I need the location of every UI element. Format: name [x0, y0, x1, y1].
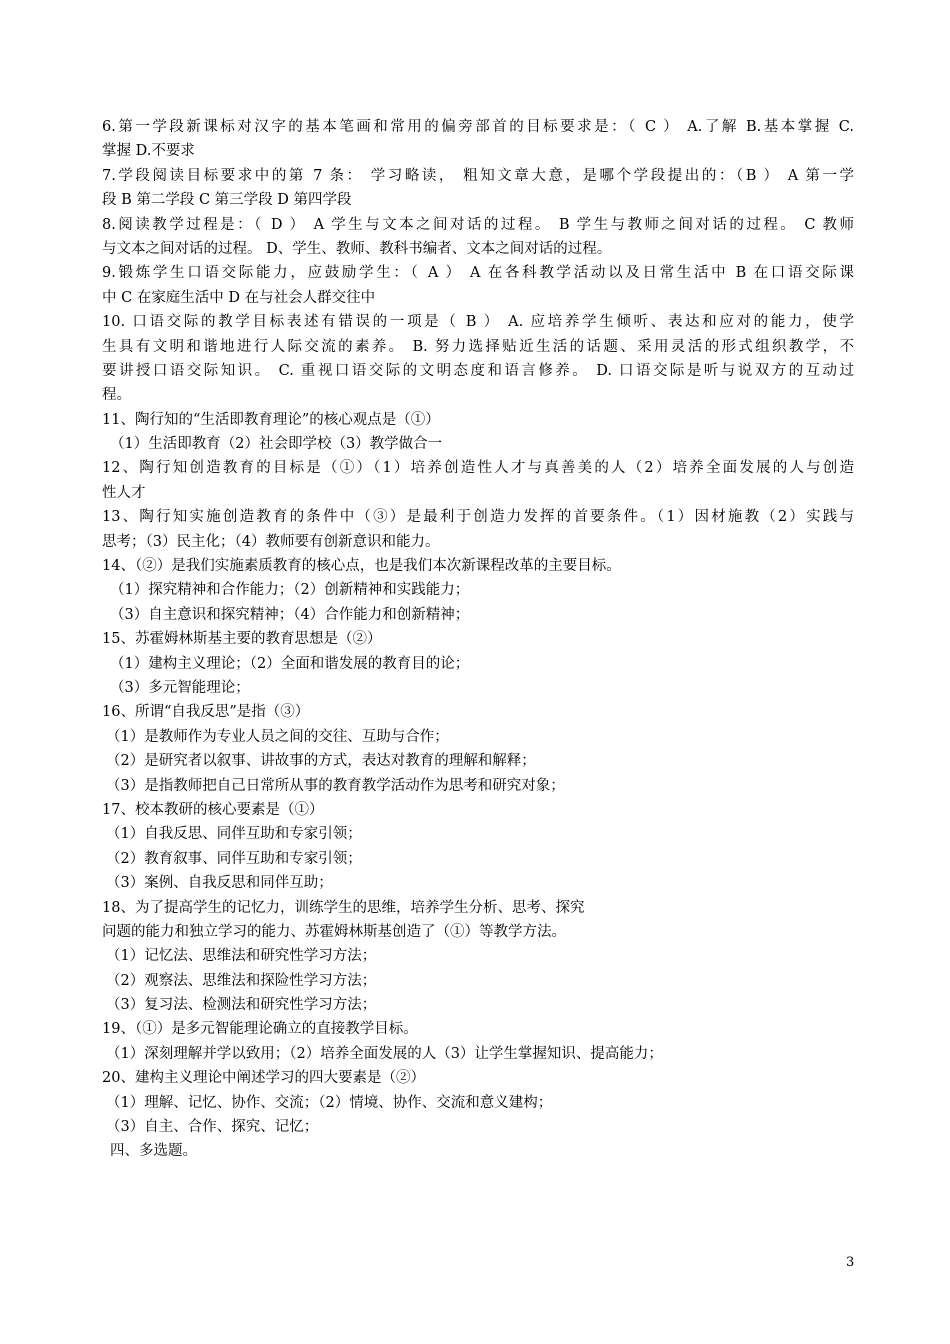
text-line: 19、（①）是多元智能理论确立的直接教学目标。: [102, 1021, 418, 1038]
text-line: 问题的能力和独立学习的能力、苏霍姆林斯基创造了（①）等教学方法。: [102, 923, 566, 940]
text-line: （1）是教师作为专业人员之间的交往、互助与合作；: [106, 728, 449, 745]
text-line: 要讲授口语交际知识。 C. 重视口语交际的文明态度和语言修养。 D. 口语交际是听与说双方的互动过: [102, 362, 854, 379]
text-line: 10. 口语交际的教学目标表述有错误的一项是（ B ） A. 应培养学生倾听、表达和应对的能力，使学: [102, 314, 854, 331]
text-line: 四、多选题。: [110, 1143, 197, 1160]
text-line: （3）是指教师把自己日常所从事的教育教学活动作为思考和研究对象；: [106, 777, 565, 794]
text-line: （1）记忆法、思维法和研究性学习方法；: [106, 948, 377, 965]
text-line: 9.锻炼学生口语交际能力，应鼓励学生：（ A ） A 在各科教学活动以及日常生活中 B 在口语交际课: [102, 265, 854, 282]
text-line: 6.第一学段新课标对汉字的基本笔画和常用的偏旁部首的目标要求是：（ C ） A.了解 B.基本掌握 C.: [102, 119, 854, 135]
text-line: （1）自我反思、同伴互助和专家引领；: [106, 826, 362, 843]
text-line: （3）案例、自我反思和同伴互助；: [106, 875, 333, 892]
text-line: 12、陶行知创造教育的目标是（①）（1）培养创造性人才与真善美的人（2）培养全面发展的人与创造: [102, 460, 854, 477]
text-line: （1）深刻理解并学以致用；（2）培养全面发展的人（3）让学生掌握知识、提高能力；: [106, 1045, 663, 1062]
text-line: 14、（②）是我们实施素质教育的核心点，也是我们本次新课程改革的主要目标。: [102, 558, 621, 575]
text-line: 20、建构主义理论中阐述学习的四大要素是（②）: [102, 1070, 425, 1087]
text-line: 生具有文明和谐地进行人际交流的素养。 B. 努力选择贴近生活的话题、采用灵活的形式组织教学，不: [102, 338, 854, 355]
text-line: 中 C 在家庭生活中 D 在与社会人群交往中: [102, 289, 376, 306]
text-line: （2）是研究者以叙事、讲故事的方式，表达对教育的理解和解释；: [106, 753, 536, 770]
text-line: 8.阅读教学过程是：（ D ） A 学生与文本之间对话的过程。 B 学生与教师之间对话的过程。 C 教师: [102, 216, 854, 233]
text-line: 掌握 D.不要求: [102, 143, 195, 160]
text-line: （3）复习法、检测法和研究性学习方法；: [106, 997, 377, 1014]
text-line: 程。: [102, 387, 131, 404]
text-line: （3）自主、合作、探究、记忆；: [106, 1119, 319, 1136]
text-line: （1）建构主义理论；（2）全面和谐发展的教育目的论；: [110, 655, 470, 672]
text-line: 11、陶行知的“生活即教育理论”的核心观点是（①）: [102, 411, 440, 428]
text-line: 15、苏霍姆林斯基主要的教育思想是（②）: [102, 631, 382, 648]
text-line: 段 B 第二学段 C 第三学段 D 第四学段: [102, 192, 352, 209]
text-line: （3）自主意识和探究精神；（4）合作能力和创新精神；: [110, 606, 470, 623]
text-line: 16、所谓“自我反思”是指（③）: [102, 704, 310, 721]
page-number: 3: [846, 1255, 855, 1270]
text-line: 17、校本教研的核心要素是（①）: [102, 801, 324, 818]
text-line: （2）观察法、思维法和探险性学习方法；: [106, 972, 377, 989]
text-line: （1）生活即教育（2）社会即学校（3）教学做合一: [110, 436, 443, 453]
document-body: [102, 115, 854, 1164]
text-line: 思考；（3）民主化；（4）教师要有创新意识和能力。: [102, 533, 440, 550]
text-line: （2）教育叙事、同伴互助和专家引领；: [106, 850, 362, 867]
text-line: （1）理解、记忆、协作、交流；（2）情境、协作、交流和意义建构；: [106, 1094, 553, 1111]
text-line: 性人才: [102, 484, 146, 501]
text-line: （3）多元智能理论；: [110, 679, 250, 696]
text-line: 与文本之间对话的过程。 D、学生、教师、教科书编者、文本之间对话的过程。: [102, 240, 612, 257]
text-line: 7.学段阅读目标要求中的第 7 条： 学习略读， 粗知文章大意，是哪个学段提出的：（B ） A 第一学: [102, 167, 854, 184]
text-line: 13、陶行知实施创造教育的条件中（③）是最利于创造力发挥的首要条件。（1）因材施教（2）实践与: [102, 509, 854, 526]
text-line: （1）探究精神和合作能力；（2）创新精神和实践能力；: [110, 582, 470, 599]
text-line: 18、为了提高学生的记忆力，训练学生的思维，培养学生分析、思考、探究: [102, 899, 585, 916]
